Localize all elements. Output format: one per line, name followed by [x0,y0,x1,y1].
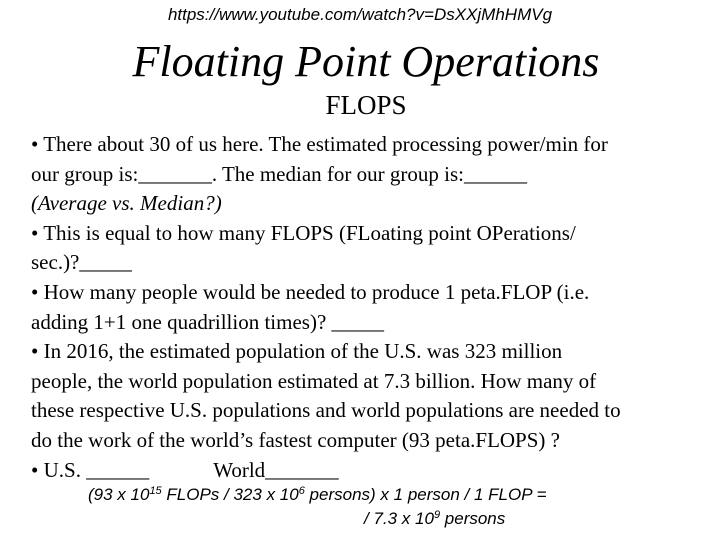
formula-part: persons [440,509,506,528]
bullet-4-line-1: • In 2016, the estimated population of the U.S. was 323 million [31,339,563,364]
us-answer-blank: • U.S. ______ [31,457,150,482]
bullet-3-line-2: adding 1+1 one quadrillion times)? _____ [31,309,385,334]
bullet-3-line-1: • How many people would be needed to produce 1 peta.FLOP (i.e. [31,279,590,304]
slide-subtitle: FLOPS [325,90,407,120]
bullet-5 [31,456,711,486]
bullet-1-line-3 [31,189,711,219]
bullet-4-line-2: people, the world population estimated at 7.3 billion. How many of [31,368,597,393]
bullet-list [31,130,711,485]
bullet-1-line-2: our group is:_______. The median for our group is:______ [31,161,527,186]
slide-title: Floating Point Operations [132,37,600,86]
formula-part: / 7.3 x 10 [364,509,434,528]
bullet-4-line-3: these respective U.S. populations and world populations are needed to [31,398,621,423]
bullet-2-line-1: • This is equal to how many FLOPS (FLoating point OPerations/ [31,220,576,245]
bullet-4-line-4: do the work of the world’s fastest computer (93 peta.FLOPS) ? [31,427,560,452]
source-url[interactable]: https://www.youtube.com/watch?v=DsXXjMhHMVg [167,5,553,24]
formula [88,483,708,531]
bullet-1-line-1: • There about 30 of us here. The estimated processing power/min for [31,132,608,156]
formula-line-1 [88,483,708,507]
average-vs-median-note: (Average vs. Median?) [31,191,222,216]
bullet-2-line-2: sec.)?_____ [31,250,132,275]
formula-line-2 [88,507,708,531]
formula-part: (93 x 10 [88,485,150,504]
formula-part: persons) x 1 person / 1 FLOP = [304,485,547,504]
formula-exponent: 6 [298,485,305,497]
world-answer-blank: World_______ [213,457,339,482]
formula-part: FLOPs / 323 x 10 [161,485,299,504]
formula-exponent: 15 [149,485,162,497]
formula-exponent: 9 [433,509,441,521]
